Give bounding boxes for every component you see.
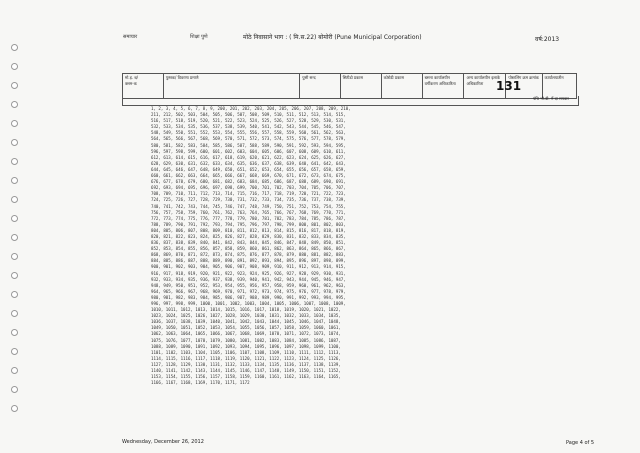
handwritten-count: 131 xyxy=(496,79,522,93)
col-serial-sub: क्लम-क xyxy=(125,81,137,86)
punch-hole-icon xyxy=(11,82,18,89)
punch-hole-icon xyxy=(11,348,18,355)
document-title: मोठे निवासाने भाग : ( मि.स.22) बोमोरी (Pune Municipal Corporation) xyxy=(243,34,422,41)
punch-hole-icon xyxy=(11,272,18,279)
table-header-cell: अन्य कार्यालयीन इलाके अधिकारिता xyxy=(464,74,506,99)
punch-hole-icon xyxy=(11,310,18,317)
punch-hole-icon xyxy=(11,158,18,165)
punch-hole-icon xyxy=(11,234,18,241)
remark-text: पंचि भी.डी. में दा सपवार xyxy=(533,96,569,101)
punch-hole-icon xyxy=(11,177,18,184)
punch-hole-icon xyxy=(11,329,18,336)
department-name: शिक्षा पुणे xyxy=(190,34,208,40)
punch-hole-icon xyxy=(11,44,18,51)
punch-hole-icon xyxy=(11,196,18,203)
page-number: Page 4 of 5 xyxy=(566,440,595,446)
punch-hole-icon xyxy=(11,291,18,298)
table-header-cell: पुस्तक/ विवरणा प्रमाणे xyxy=(163,74,299,99)
house-number-list: 1, 2, 3, 4, 5, 6, 7, 8, 9, 200, 201, 202, 203, 204, 205, 206, 207, 208, 209, 210, 211, 212, 502, 503, 504, 505, 506, 507, 508, 509, 510, 511, 512, 513, 514, 515, 516, 517, 518, 519, 520, 521, 522, 523, 524, 525, 526, 527, 528, 529, 530, 531, 532, 533, 534, 535, 536, 537, 538, 539, 540, 541, 542, 543, 544, 545, 546, 547, 548, 549, 550, 551, 552, 553, 554, 555, 556, 557, 558, 559, 560, 561, 562, 563, 564, 565, 566, 567, 568, 569, 570, 571, 572, 573, 574, 575, 576, 577, 578, 579, 580, 581, 582, 583, 584, 585, 586, 587, 588, 589, 590, 591, 592, 593, 594, 595, 596, 597, 598, 599, 600, 601, 602, 603, 604, 605, 606, 607, 608, 609, 610, 611, 612, 613, 614, 615, 616, 617, 618, 619, 620, 621, 622, 623, 624, 625, 626, 627, 628, 629, 630, 631, 632, 633, 634, 635, 636, 637, 638, 639, 640, 641, 642, 643, 644, 645, 646, 647, 648, 649, 650, 651, 652, 653, 654, 655, 656, 657, 658, 659, 660, 661, 662, 663, 664, 665, 666, 667, 668, 669, 670, 671, 672, 673, 674, 675, 676, 677, 678, 679, 680, 681, 682, 683, 684, 685, 686, 687, 688, 689, 690, 691, 692, 693, 694, 695, 696, 697, 698, 699, 700, 701, 702, 703, 704, 705, 706, 707, 708, 709, 710, 711, 712, 713, 714, 715, 716, 717, 718, 719, 720, 721, 722, 723, 724, 725, 726, 727, 728, 729, 730, 731, 732, 733, 734, 735, 736, 737, 738, 739, 740, 741, 742, 743, 744, 745, 746, 747, 748, 749, 750, 751, 752, 753, 754, 755, 756, 757, 758, 759, 760, 761, 762, 763, 764, 765, 766, 767, 768, 769, 770, 771, 772, 773, 774, 775, 776, 777, 778, 779, 780, 781, 782, 783, 784, 785, 786, 787, 788, 789, 790, 791, 792, 793, 794, 795, 796, 797, 798, 799, 800, 801, 802, 803, 804, 805, 806, 807, 808, 809, 810, 811, 812, 813, 814, 815, 816, 817, 818, 819, 820, 821, 822, 823, 824, 825, 826, 827, 828, 829, 830, 831, 832, 833, 834, 835, 836, 837, 838, 839, 840, 841, 842, 843, 844, 845, 846, 847, 848, 849, 850, 851, 852, 853, 854, 855, 856, 857, 858, 859, 860, 861, 862, 863, 864, 865, 866, 867, 868, 869, 870, 871, 872, 873, 874, 875, 876, 877, 878, 879, 880, 881, 882, 883, 884, 885, 886, 887, 888, 889, 890, 891, 892, 893, 894, 895, 896, 897, 898, 899, 900, 901, 902, 903, 904, 905, 906, 907, 908, 909, 910, 911, 912, 913, 914, 915, 916, 917, 918, 919, 920, 921, 922, 923, 924, 925, 926, 927, 928, 929, 930, 931, 932, 933, 934, 935, 936, 937, 938, 939, 940, 941, 942, 943, 944, 945, 946, 947, 948, 949, 950, 951, 952, 953, 954, 955, 956, 957, 958, 959, 960, 961, 962, 963, 964, 965, 966, 967, 968, 969, 970, 971, 972, 973, 974, 975, 976, 977, 978, 979, 980, 981, 982, 983, 984, 985, 986, 987, 988, 989, 990, 991, 992, 993, 994, 995, 996, 997, 998, 999, 1000, 1001, 1002, 1003, 1004, 1005, 1006, 1007, 1008, 1009, 1010, 1011, 1012, 1013, 1014, 1015, 1016, 1017, 1018, 1019, 1020, 1021, 1022, 1023, 1024, 1025, 1026, 1027, 1028, 1029, 1030, 1031, 1032, 1033, 1034, 1035, 1036, 1037, 1038, 1039, 1040, 1041, 1042, 1043, 1044, 1045, 1046, 1047, 1048, 1049, 1050, 1051, 1052, 1053, 1054, 1055, 1056, 1057, 1058, 1059, 1060, 1061, 1062, 1063, 1064, 1065, 1066, 1067, 1068, 1069, 1070, 1071, 1072, 1073, 1074, 1075, 1076, 1077, 1078, 1079, 1080, 1081, 1082, 1083, 1084, 1085, 1086, 1087, 1088, 1089, 1090, 1091, 1092, 1093, 1094, 1095, 1096, 1097, 1098, 1099, 1100, 1101, 1102, 1103, 1104, 1105, 1106, 1107, 1108, 1109, 1110, 1111, 1112, 1113, 1114, 1115, 1116, 1117, 1118, 1119, 1120, 1121, 1122, 1123, 1124, 1125, 1126, 1127, 1128, 1129, 1130, 1131, 1132, 1133, 1134, 1135, 1136, 1137, 1138, 1139, 1140, 1141, 1142, 1143, 1144, 1145, 1146, 1147, 1148, 1149, 1150, 1151, 1152, 1153, 1154, 1155, 1156, 1157, 1158, 1159, 1160, 1161, 1162, 1163, 1164, 1165, 1166, 1167, 1168, 1169, 1170, 1171, 1172 xyxy=(151,106,351,386)
punch-hole-icon xyxy=(11,120,18,127)
table-header-cell: कोरोडी प्रकास xyxy=(381,74,422,99)
table-header-cell: कार्यालयातीन xyxy=(542,74,576,99)
remark-row xyxy=(122,96,579,106)
punch-hole-icon xyxy=(11,63,18,70)
punch-hole-icon xyxy=(11,215,18,222)
table-header-cell: सिटीडो प्रकास xyxy=(340,74,381,99)
document-year: वर्ष:2013 xyxy=(535,36,560,43)
table-header-cell: बसना कार्यालयीन वर्गीकरण अधिकारिता xyxy=(422,74,464,99)
table-header-cell: पोस्टलिंग क्रम क्रमांक xyxy=(506,74,542,99)
col-serial-label: मो.ह. ब/ xyxy=(125,75,138,80)
print-date: Wednesday, December 26, 2012 xyxy=(122,439,204,445)
header-label: समाचार xyxy=(123,34,138,40)
punch-hole-icon xyxy=(11,253,18,260)
punch-hole-icon xyxy=(11,367,18,374)
punch-hole-icon xyxy=(11,386,18,393)
punch-hole-icon xyxy=(11,101,18,108)
table-header-cell xyxy=(123,74,164,99)
punch-hole-icon xyxy=(11,139,18,146)
table-header-cell: पुसी सन्द xyxy=(300,74,340,99)
punch-hole-icon xyxy=(11,405,18,412)
